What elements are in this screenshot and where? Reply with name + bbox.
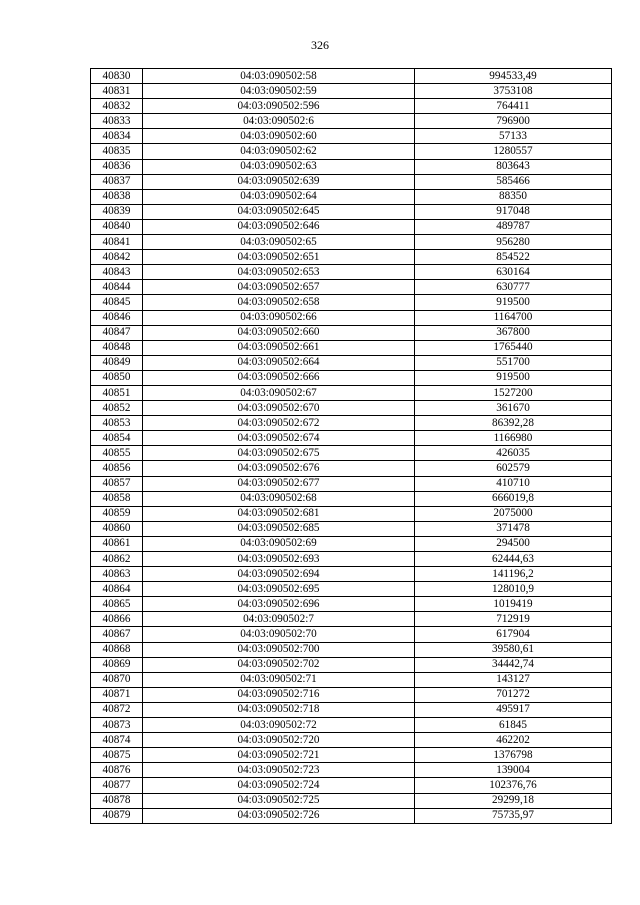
row-number-cell: 40857 [91,476,143,491]
cadastral-number-cell: 04:03:090502:718 [143,702,415,717]
cadastral-number-cell: 04:03:090502:674 [143,431,415,446]
value-cell: 426035 [415,446,612,461]
value-cell: 1019419 [415,597,612,612]
table-row [91,69,612,84]
row-number-cell: 40830 [91,69,143,84]
table-row [91,763,612,778]
row-number-cell: 40841 [91,235,143,250]
row-number-cell: 40873 [91,718,143,733]
row-number-cell: 40833 [91,114,143,129]
row-number-cell: 40832 [91,99,143,114]
table-row [91,401,612,416]
table-row [91,582,612,597]
cadastral-number-cell: 04:03:090502:639 [143,174,415,189]
row-number-cell: 40869 [91,657,143,672]
table-row [91,702,612,717]
table-row [91,793,612,808]
row-number-cell: 40842 [91,250,143,265]
row-number-cell: 40871 [91,687,143,702]
table-row [91,521,612,536]
row-number-cell: 40876 [91,763,143,778]
cadastral-number-cell: 04:03:090502:726 [143,808,415,823]
table-row [91,778,612,793]
value-cell: 796900 [415,114,612,129]
row-number-cell: 40877 [91,778,143,793]
value-cell: 917048 [415,204,612,219]
cadastral-number-cell: 04:03:090502:720 [143,733,415,748]
row-number-cell: 40866 [91,612,143,627]
value-cell: 102376,76 [415,778,612,793]
value-cell: 489787 [415,219,612,234]
row-number-cell: 40874 [91,733,143,748]
value-cell: 1376798 [415,748,612,763]
cadastral-number-cell: 04:03:090502:675 [143,446,415,461]
page-number: 326 [311,38,329,52]
row-number-cell: 40834 [91,129,143,144]
row-number-cell: 40856 [91,461,143,476]
table-row [91,219,612,234]
value-cell: 956280 [415,235,612,250]
cadastral-number-cell: 04:03:090502:666 [143,370,415,385]
table-row [91,672,612,687]
row-number-cell: 40838 [91,189,143,204]
cadastral-number-cell: 04:03:090502:58 [143,69,415,84]
cadastral-number-cell: 04:03:090502:69 [143,536,415,551]
table-row [91,536,612,551]
value-cell: 630164 [415,265,612,280]
table-row [91,159,612,174]
cadastral-number-cell: 04:03:090502:59 [143,84,415,99]
row-number-cell: 40849 [91,355,143,370]
value-cell: 1166980 [415,431,612,446]
table-row [91,491,612,506]
value-cell: 551700 [415,355,612,370]
cadastral-number-cell: 04:03:090502:65 [143,235,415,250]
value-cell: 712919 [415,612,612,627]
cadastral-number-cell: 04:03:090502:653 [143,265,415,280]
value-cell: 919500 [415,370,612,385]
table-row [91,461,612,476]
cadastral-number-cell: 04:03:090502:72 [143,718,415,733]
row-number-cell: 40851 [91,385,143,400]
cadastral-number-cell: 04:03:090502:702 [143,657,415,672]
cadastral-number-cell: 04:03:090502:693 [143,552,415,567]
cadastral-number-cell: 04:03:090502:681 [143,506,415,521]
table-row [91,567,612,582]
cadastral-number-cell: 04:03:090502:658 [143,295,415,310]
cadastral-number-cell: 04:03:090502:651 [143,250,415,265]
cadastral-number-cell: 04:03:090502:67 [143,385,415,400]
value-cell: 495917 [415,702,612,717]
row-number-cell: 40850 [91,370,143,385]
row-number-cell: 40858 [91,491,143,506]
value-cell: 2075000 [415,506,612,521]
value-cell: 617904 [415,627,612,642]
value-cell: 803643 [415,159,612,174]
value-cell: 854522 [415,250,612,265]
table-row [91,385,612,400]
cadastral-number-cell: 04:03:090502:685 [143,521,415,536]
table-row [91,808,612,823]
value-cell: 1164700 [415,310,612,325]
row-number-cell: 40872 [91,702,143,717]
value-cell: 919500 [415,295,612,310]
cadastral-number-cell: 04:03:090502:676 [143,461,415,476]
table-row [91,748,612,763]
row-number-cell: 40843 [91,265,143,280]
row-number-cell: 40854 [91,431,143,446]
row-number-cell: 40879 [91,808,143,823]
cadastral-number-cell: 04:03:090502:661 [143,340,415,355]
row-number-cell: 40867 [91,627,143,642]
value-cell: 367800 [415,325,612,340]
value-cell: 75735,97 [415,808,612,823]
table-row [91,642,612,657]
cadastral-number-cell: 04:03:090502:721 [143,748,415,763]
table-row [91,84,612,99]
cadastral-number-cell: 04:03:090502:724 [143,778,415,793]
row-number-cell: 40865 [91,597,143,612]
cadastral-number-cell: 04:03:090502:696 [143,597,415,612]
value-cell: 141196,2 [415,567,612,582]
table-row [91,114,612,129]
row-number-cell: 40840 [91,219,143,234]
value-cell: 34442,74 [415,657,612,672]
row-number-cell: 40837 [91,174,143,189]
cadastral-number-cell: 04:03:090502:723 [143,763,415,778]
value-cell: 128010,9 [415,582,612,597]
cadastral-number-cell: 04:03:090502:62 [143,144,415,159]
cadastral-number-cell: 04:03:090502:695 [143,582,415,597]
table-row [91,310,612,325]
cadastral-number-cell: 04:03:090502:68 [143,491,415,506]
cadastral-number-cell: 04:03:090502:716 [143,687,415,702]
value-cell: 361670 [415,401,612,416]
row-number-cell: 40839 [91,204,143,219]
table-row [91,355,612,370]
value-cell: 1765440 [415,340,612,355]
value-cell: 1527200 [415,385,612,400]
cadastral-number-cell: 04:03:090502:700 [143,642,415,657]
value-cell: 701272 [415,687,612,702]
row-number-cell: 40845 [91,295,143,310]
table-row [91,718,612,733]
table-row [91,265,612,280]
row-number-cell: 40862 [91,552,143,567]
table-row [91,189,612,204]
value-cell: 371478 [415,521,612,536]
cadastral-number-cell: 04:03:090502:664 [143,355,415,370]
value-cell: 143127 [415,672,612,687]
cadastral-number-cell: 04:03:090502:70 [143,627,415,642]
cadastral-number-cell: 04:03:090502:596 [143,99,415,114]
row-number-cell: 40859 [91,506,143,521]
row-number-cell: 40848 [91,340,143,355]
table-row [91,733,612,748]
row-number-cell: 40831 [91,84,143,99]
row-number-cell: 40870 [91,672,143,687]
cadastral-number-cell: 04:03:090502:645 [143,204,415,219]
cadastral-number-cell: 04:03:090502:660 [143,325,415,340]
row-number-cell: 40878 [91,793,143,808]
value-cell: 86392,28 [415,416,612,431]
value-cell: 462202 [415,733,612,748]
row-number-cell: 40835 [91,144,143,159]
table-row [91,446,612,461]
value-cell: 666019,8 [415,491,612,506]
row-number-cell: 40846 [91,310,143,325]
row-number-cell: 40836 [91,159,143,174]
value-cell: 294500 [415,536,612,551]
table-row [91,476,612,491]
value-cell: 410710 [415,476,612,491]
row-number-cell: 40864 [91,582,143,597]
value-cell: 139004 [415,763,612,778]
value-cell: 61845 [415,718,612,733]
table-row [91,657,612,672]
cadastral-number-cell: 04:03:090502:71 [143,672,415,687]
cadastral-number-cell: 04:03:090502:672 [143,416,415,431]
value-cell: 585466 [415,174,612,189]
value-cell: 29299,18 [415,793,612,808]
value-cell: 39580,61 [415,642,612,657]
table-row [91,99,612,114]
table-row [91,687,612,702]
table-body [91,69,612,824]
value-cell: 62444,63 [415,552,612,567]
table-row [91,129,612,144]
table-row [91,370,612,385]
row-number-cell: 40868 [91,642,143,657]
table-row [91,431,612,446]
row-number-cell: 40844 [91,280,143,295]
cadastral-number-cell: 04:03:090502:677 [143,476,415,491]
cadastral-number-cell: 04:03:090502:66 [143,310,415,325]
cadastral-number-cell: 04:03:090502:60 [143,129,415,144]
cadastral-value-table [90,68,612,824]
value-cell: 1280557 [415,144,612,159]
table-row [91,250,612,265]
table-row [91,280,612,295]
cadastral-number-cell: 04:03:090502:670 [143,401,415,416]
table-row [91,416,612,431]
value-cell: 57133 [415,129,612,144]
table-row [91,627,612,642]
value-cell: 88350 [415,189,612,204]
value-cell: 630777 [415,280,612,295]
cadastral-number-cell: 04:03:090502:646 [143,219,415,234]
table-row [91,235,612,250]
table-row [91,340,612,355]
table-row [91,506,612,521]
row-number-cell: 40847 [91,325,143,340]
value-cell: 764411 [415,99,612,114]
cadastral-number-cell: 04:03:090502:657 [143,280,415,295]
cadastral-number-cell: 04:03:090502:7 [143,612,415,627]
cadastral-number-cell: 04:03:090502:6 [143,114,415,129]
table-row [91,597,612,612]
row-number-cell: 40863 [91,567,143,582]
cadastral-number-cell: 04:03:090502:64 [143,189,415,204]
value-cell: 602579 [415,461,612,476]
row-number-cell: 40861 [91,536,143,551]
cadastral-number-cell: 04:03:090502:694 [143,567,415,582]
table-row [91,174,612,189]
row-number-cell: 40852 [91,401,143,416]
table-row [91,612,612,627]
value-cell: 994533,49 [415,69,612,84]
table-row [91,295,612,310]
cadastral-number-cell: 04:03:090502:63 [143,159,415,174]
table-row [91,204,612,219]
row-number-cell: 40853 [91,416,143,431]
row-number-cell: 40875 [91,748,143,763]
table-row [91,325,612,340]
cadastral-number-cell: 04:03:090502:725 [143,793,415,808]
table-row [91,552,612,567]
row-number-cell: 40860 [91,521,143,536]
value-cell: 3753108 [415,84,612,99]
table-row [91,144,612,159]
row-number-cell: 40855 [91,446,143,461]
